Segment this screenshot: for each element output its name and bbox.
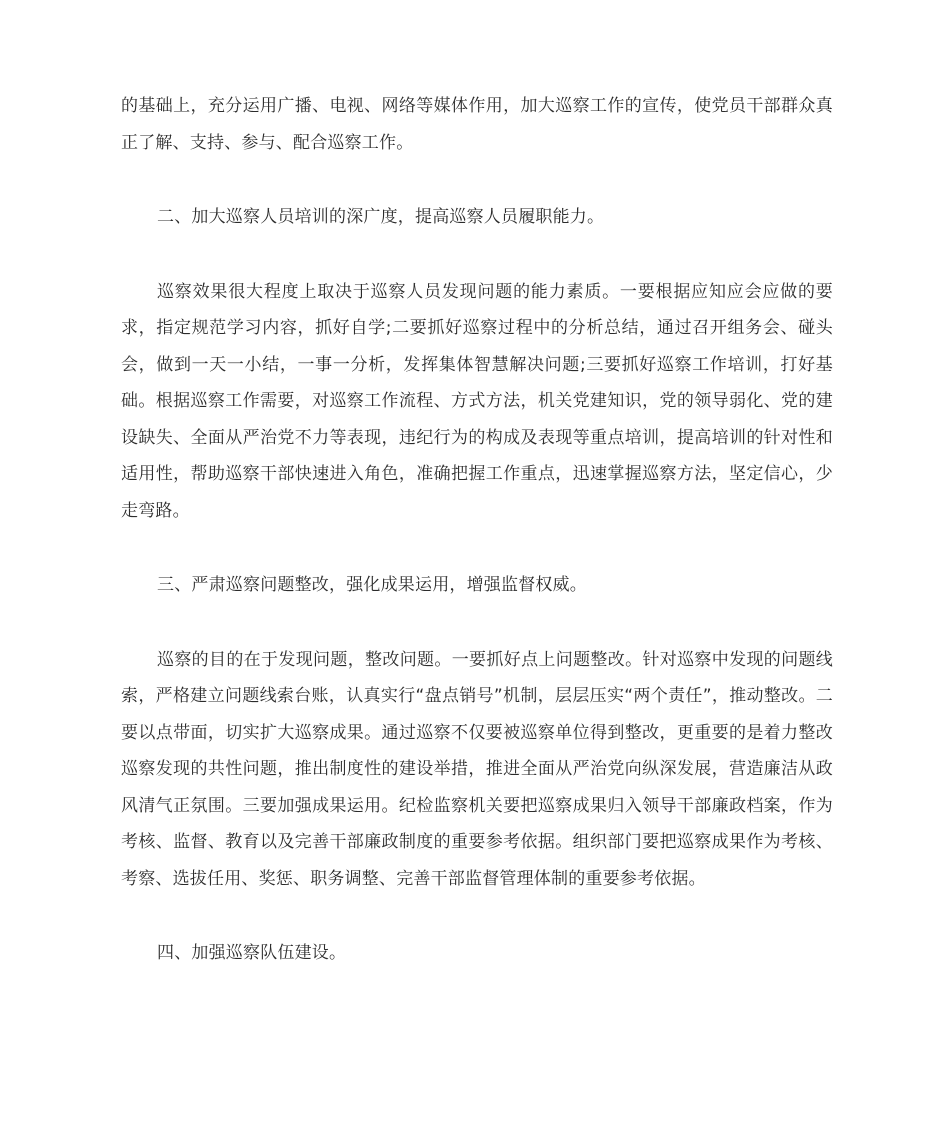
paragraph-continued-publicity: 的基础上，充分运用广播、电视、网络等媒体作用，加大巡察工作的宣传，使党员干部群众真正了解、支持、参与、配合巡察工作。	[121, 96, 833, 153]
paragraph-training-details: 巡察效果很大程度上取决于巡察人员发现问题的能力素质。一要根据应知应会应做的要求，指定规范学习内容，抓好自学;二要抓好巡察过程中的分析总结，通过召开组务会、碰头会，做到一天一小结，一事一分析，发挥集体智慧解决问题;三要抓好巡察工作培训，打好基础。根据巡察工作需要，对巡察工作流程、方式方法，机关党建知识，党的领导弱化、党的建设缺失、全面从严治党不力等表现，违纪行为的构成及表现等重点培训，提高培训的针对性和适用性，帮助巡察干部快速进入角色，准确把握工作重点，迅速掌握巡察方法，坚定信心，少走弯路。	[121, 281, 833, 521]
section-heading-rectification: 三、严肃巡察问题整改，强化成果运用，增强监督权威。	[157, 575, 587, 595]
section-heading-team-building: 四、加强巡察队伍建设。	[157, 943, 347, 963]
paragraph-rectification-details: 巡察的目的在于发现问题，整改问题。一要抓好点上问题整改。针对巡察中发现的问题线索，严格建立问题线索台账，认真实行“盘点销号”机制，层层压实“两个责任”，推动整改。二要以点带面，切实扩大巡察成果。通过巡察不仅要被巡察单位得到整改，更重要的是着力整改巡察发现的共性问题，推出制度性的建设举措，推进全面从严治党向纵深发展，营造廉洁从政风清气正氛围。三要加强成果运用。纪检监察机关要把巡察成果归入领导干部廉政档案，作为考核、监督、教育以及完善干部廉政制度的重要参考依据。组织部门要把巡察成果作为考核、考察、选拔任用、奖惩、职务调整、完善干部监督管理体制的重要参考依据。	[121, 649, 833, 889]
document-body	[121, 88, 833, 972]
section-heading-training: 二、加大巡察人员培训的深广度，提高巡察人员履职能力。	[157, 207, 605, 227]
